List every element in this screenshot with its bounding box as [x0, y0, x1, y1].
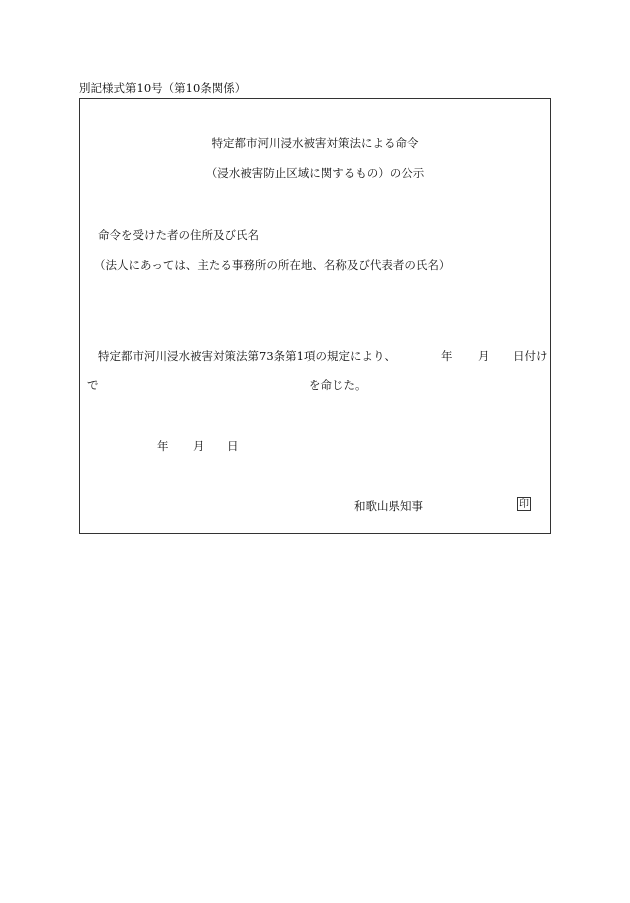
date-day-label: 日	[227, 439, 239, 453]
date-year-label: 年	[157, 439, 169, 453]
notice-frame	[79, 98, 551, 534]
notice-subtitle: （浸水被害防止区域に関するもの）の公示	[205, 166, 425, 180]
order-day-label: 日付け	[513, 349, 548, 363]
order-month-label: 月	[478, 349, 490, 363]
address-note: （法人にあっては、主たる事務所の所在地、名称及び代表者の氏名）	[94, 258, 451, 272]
notice-title: 特定都市河川浸水被害対策法による命令	[211, 136, 419, 150]
order-statement: 特定都市河川浸水被害対策法第73条第1項の規定により、	[98, 349, 396, 363]
seal-mark: 印	[519, 499, 529, 510]
date-month-label: 月	[193, 439, 205, 453]
order-year-label: 年	[441, 349, 453, 363]
address-label: 命令を受けた者の住所及び氏名	[98, 228, 259, 242]
issuer-name: 和歌山県知事	[354, 499, 423, 513]
form-number: 別記様式第10号（第10条関係）	[79, 81, 247, 95]
order-line2-end: を命じた。	[309, 378, 367, 392]
order-line2-start: で	[87, 378, 99, 392]
